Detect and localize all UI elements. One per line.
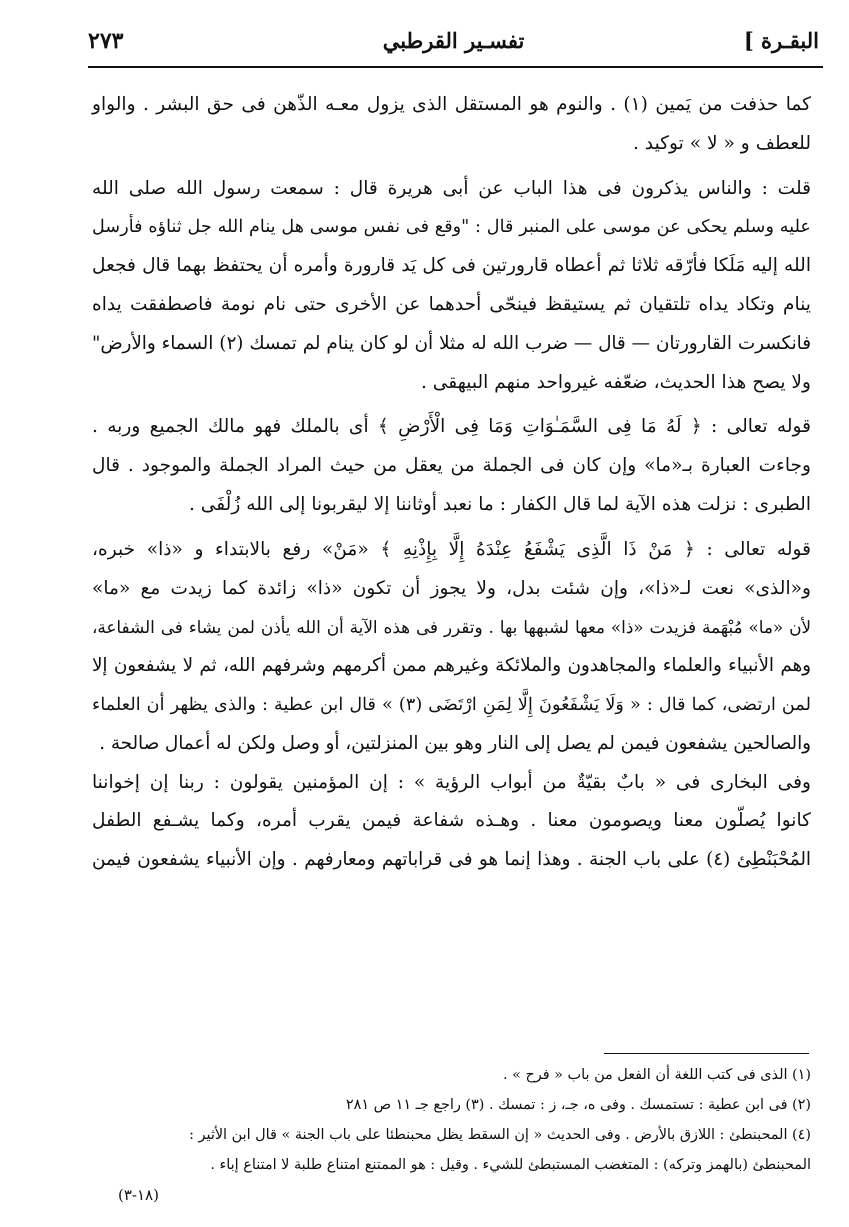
text-line: وجاءت العبارة بـ«ما» وإن كان فى الجملة من يعقل من حيث المراد الجملة والموجود . قال <box>92 455 811 477</box>
footnote-rule <box>604 1053 809 1054</box>
paragraph <box>92 764 811 880</box>
footnote: المحبنطئ (بالهمز وتركه) : المتغضب المستبطئ للشيء . وقيل : هو الممتنع امتناع طلبة لا امتناع إباء . <box>210 1157 811 1173</box>
text-line: قلت : والناس يذكرون فى هذا الباب عن أبى هريرة قال : سمعت رسول الله صلى الله <box>92 177 811 199</box>
text-line: كانوا يُصلّون معنا ويصومون معنا . وهـذه شفاعة فيمن يقرب أمره، وكما يشـفع الطفل <box>92 810 811 832</box>
text-line: فانكسرت القارورتان — قال — ضرب الله له مثلا أن لو كان ينام لم تمسك (٢) السماء والأرض" <box>92 332 811 354</box>
text-line: قوله تعالى : ﴿ مَنْ ذَا الَّذِى يَشْفَعُ عِنْدَهُ إِلَّا بِإِذْنِهِ ﴾ «مَنْ» رفع بالابتداء و «ذا» خبره، <box>92 538 811 560</box>
footnote: (٢) فى ابن عطية : تستمسك . وفى ه، جـ، ز : تمسك . (٣) راجع جـ ١١ ص ٢٨١ <box>345 1097 811 1113</box>
text-line: الطبرى : نزلت هذه الآية لما قال الكفار : ما نعبد أوثاننا إلا ليقربونا إلى الله زُلْفَى . <box>188 493 811 515</box>
text-line: الله إليه مَلَكا فأرّقه ثلاثا ثم أعطاه قارورتين فى كل يَد قارورة وأمره أن يحتفظ بهما قال فجعل <box>92 255 811 277</box>
paragraph <box>92 408 811 524</box>
text-line: وفى البخارى فى « بابٌ بقيّةٌ من أبواب الرؤية » : إن المؤمنين يقولون : ربنا إن إخواننا <box>92 771 811 793</box>
text-line: كما حذفت من يَمين (١) . والنوم هو المستقل الذى يزول معـه الذّهن فى حق البشر . والواو <box>92 94 811 115</box>
paragraph <box>92 86 811 164</box>
signature-mark: (١٨-٣) <box>118 1186 159 1204</box>
header-rule <box>88 66 823 68</box>
text-line: للعطف و « لا » توكيد . <box>632 132 811 154</box>
footnote: (٤) المحبنطئ : اللازق بالأرض . وفى الحديث « إن السقط يظل محبنطئا على باب الجنة » قال ابن الأثير : <box>189 1127 811 1143</box>
text-line: عليه وسلم يحكى عن موسى على المنبر قال : "وقع فى نفس موسى هل ينام الله جل ثناؤه فأرسل <box>92 217 811 238</box>
text-line: ولا يصح هذا الحديث، ضعّفه غيرواحد منهم البيهقى . <box>420 371 811 393</box>
text-line: و«الذى» نعت لـ«ذا»، وإن شئت بدل، ولا يجوز أن تكون «ذا» زائدة كما زيدت مع «ما» <box>92 577 811 599</box>
text-line: ينام وتكاد يداه تلتقيان ثم يستيقظ فينحّى أحدهما عن الأخرى حتى نام نومة فاصطفقت يداه <box>92 293 811 315</box>
paragraph <box>92 170 811 403</box>
text-line: لأن «ما» مُبْهَمة فزيدت «ذا» معها لشبهها بها . وتقرر فى هذه الآية أن الله يأذن لمن يشاء فى الشفاعة، <box>92 617 811 638</box>
paragraph <box>92 531 811 764</box>
footnotes <box>88 1060 811 1180</box>
page-header <box>88 28 819 64</box>
text-line: المُحْبَنْطِئ (٤) على باب الجنة . وهذا إنما هو فى قراباتهم ومعارفهم . وإن الأنبياء يشفعون فيمن <box>92 849 811 871</box>
text-line: وهم الأنبياء والعلماء والمجاهدون والملائكة وغيرهم ممن أكرمهم وشرفهم الله، ثم لا يشفعون إلا <box>92 655 811 677</box>
page-number: ٢٧٣ <box>88 28 124 54</box>
text-line: لمن ارتضى، كما قال : « وَلَا يَشْفَعُونَ إِلَّا لِمَنِ ارْتَضَى (٣) » قال ابن عطية : والذى يظهر أن العلماء <box>92 694 811 715</box>
text-line: والصالحين يشفعون فيمن لم يصل إلى النار وهو بين المنزلتين، أو وصل ولكن له أعمال صالحة . <box>99 732 811 754</box>
main-text <box>92 86 811 880</box>
running-title: تفسـير القرطبي <box>382 28 525 53</box>
chapter-title: البقـرة ] <box>743 28 819 53</box>
text-line: قوله تعالى : ﴿ لَهُ مَا فِى السَّمَـٰوَاتِ وَمَا فِى الْأَرْضِ ﴾ أى بالملك فهو مالك الجميع وربه . <box>92 416 811 438</box>
footnote: (١) الذى فى كتب اللغة أن الفعل من باب « فرح » . <box>502 1067 811 1083</box>
